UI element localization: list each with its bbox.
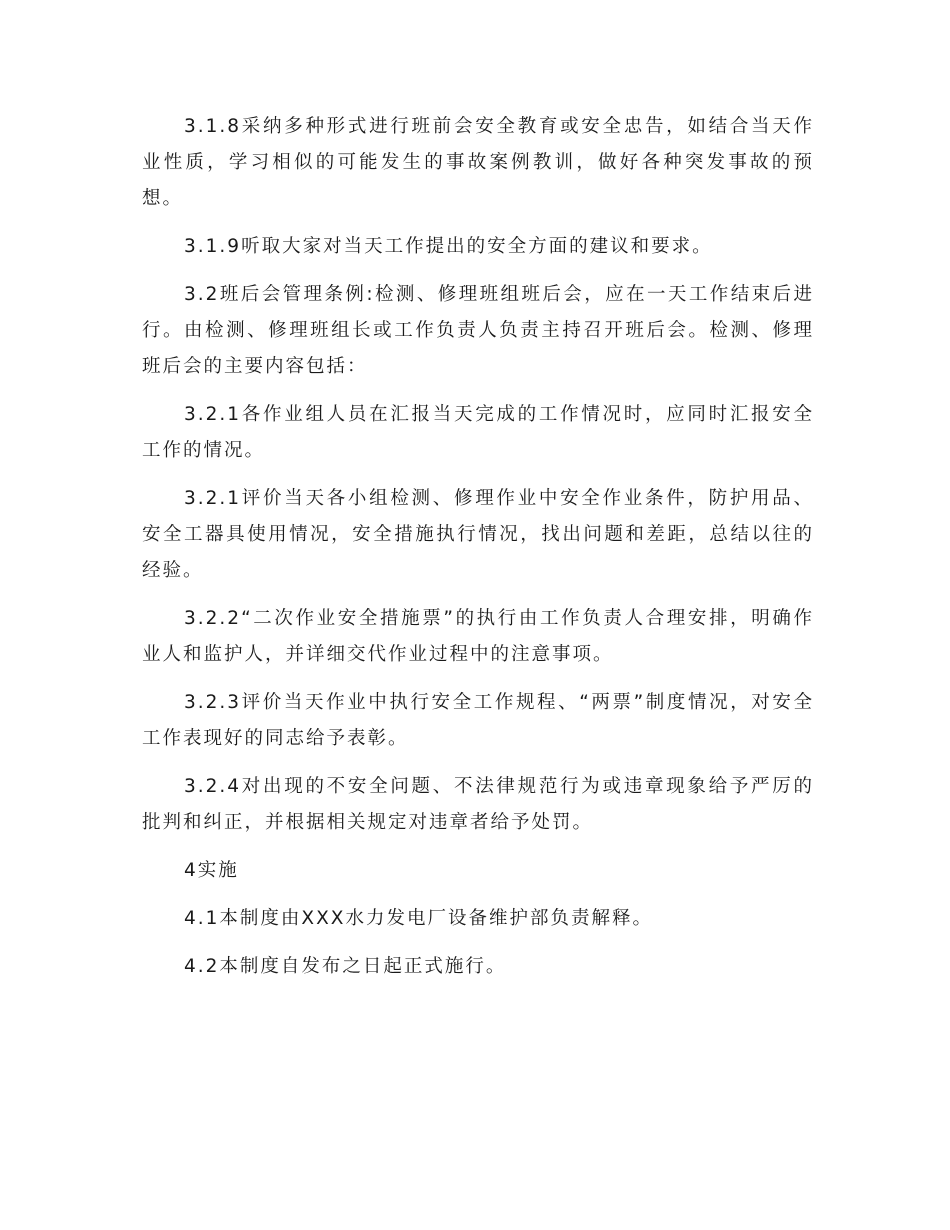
paragraph-3-2-2: 3.2.2“二次作业安全措施票”的执行由工作负责人合理安排，明确作业人和监护人，并详细交代作业过程中的注意事项。: [142, 608, 814, 665]
paragraph-3-2-1-a: 3.2.1各作业组人员在汇报当天完成的工作情况时，应同时汇报安全工作的情况。: [142, 404, 814, 461]
paragraph-3-1-8: 3.1.8采纳多种形式进行班前会安全教育或安全忠告，如结合当天作业性质，学习相似的可能发生的事故案例教训，做好各种突发事故的预想。: [142, 116, 814, 209]
document-body: [142, 109, 814, 997]
paragraph-4-1: 4.1本制度由XXX水力发电厂设备维护部负责解释。: [184, 908, 653, 929]
paragraph-3-2: 3.2班后会管理条例:检测、修理班组班后会，应在一天工作结束后进行。由检测、修理班组长或工作负责人负责主持召开班后会。检测、修理班后会的主要内容包括：: [142, 284, 814, 377]
paragraph-3-2-3: 3.2.3评价当天作业中执行安全工作规程、“两票”制度情况，对安全工作表现好的同志给予表彰。: [142, 692, 814, 749]
paragraph-3-1-9: 3.1.9听取大家对当天工作提出的安全方面的建议和要求。: [184, 236, 713, 257]
paragraph-4-2: 4.2本制度自发布之日起正式施行。: [184, 956, 507, 977]
section-heading-4: 4实施: [184, 860, 239, 881]
paragraph-3-2-4: 3.2.4对出现的不安全问题、不法律规范行为或违章现象给予严厉的批判和纠正，并根据相关规定对违章者给予处罚。: [142, 776, 814, 833]
paragraph-3-2-1-b: 3.2.1评价当天各小组检测、修理作业中安全作业条件，防护用品、安全工器具使用情况，安全措施执行情况，找出问题和差距，总结以往的经验。: [142, 488, 814, 581]
